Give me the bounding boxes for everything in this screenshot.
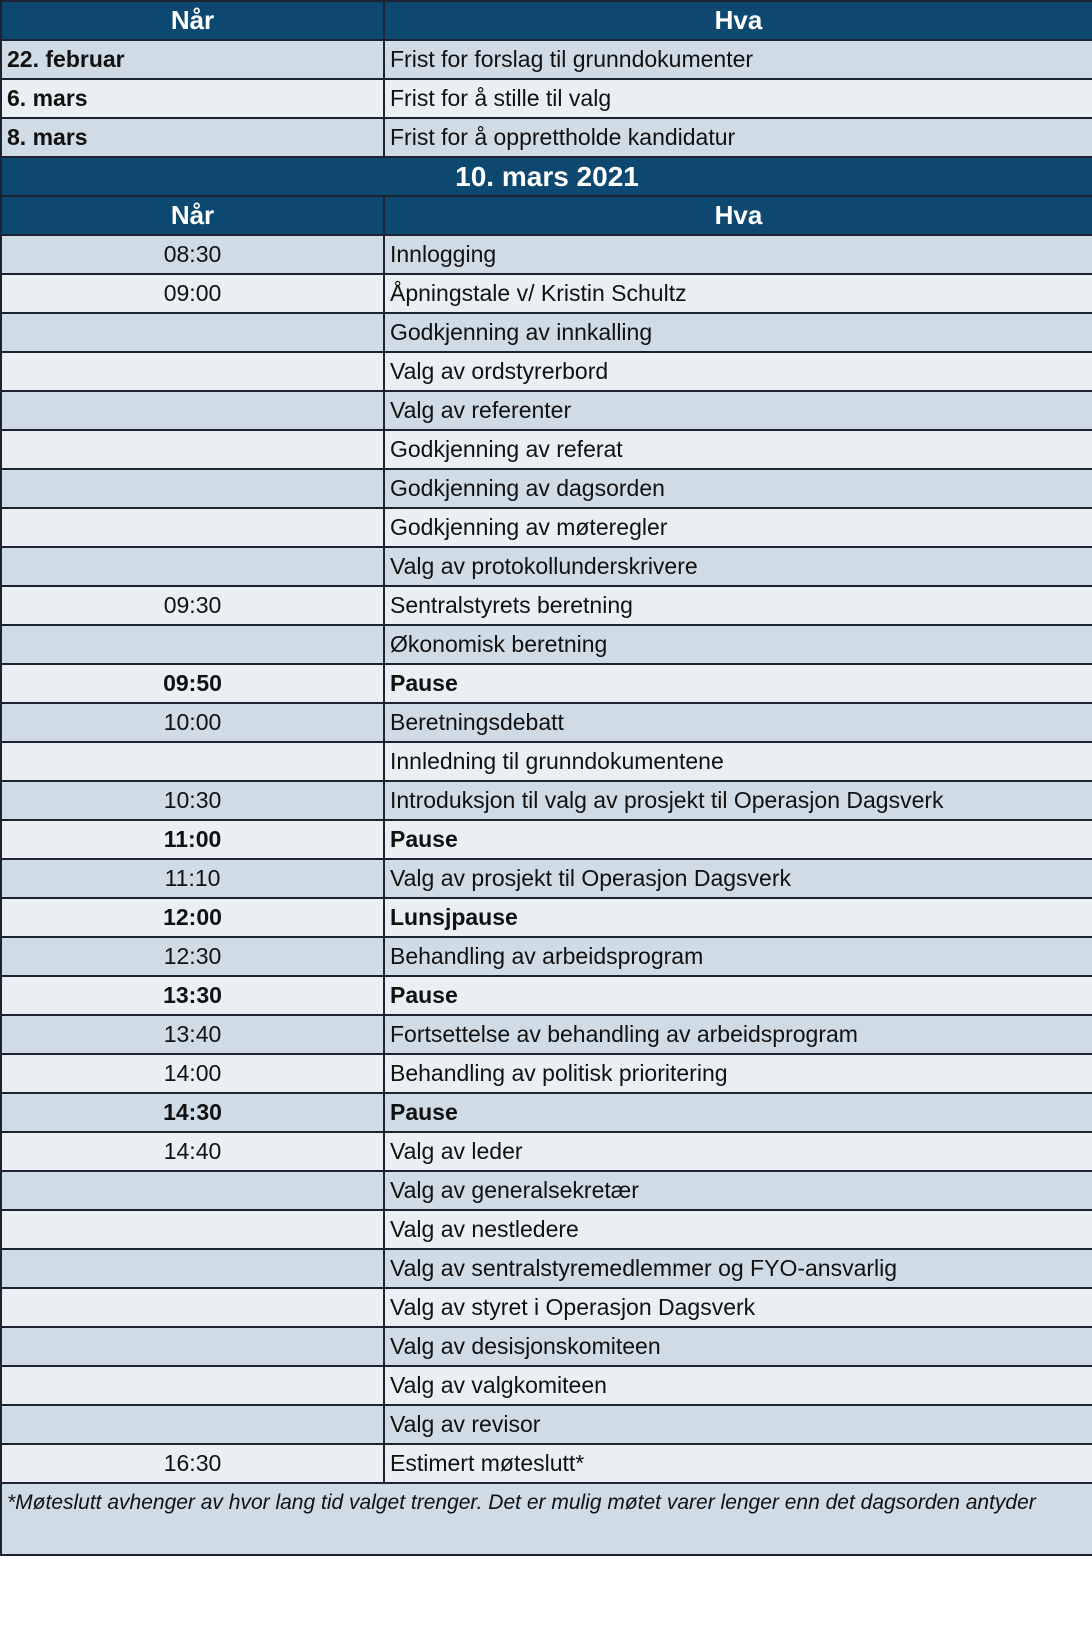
schedule-item: Godkjenning av dagsorden: [384, 469, 1092, 508]
column-header-when: Når: [1, 196, 384, 235]
deadline-row: [1, 79, 1092, 118]
schedule-time: [1, 625, 384, 664]
schedule-time: 14:00: [1, 1054, 384, 1093]
schedule-row: [1, 937, 1092, 976]
schedule-item: Valg av prosjekt til Operasjon Dagsverk: [384, 859, 1092, 898]
schedule-time: [1, 1249, 384, 1288]
schedule-time: 09:50: [1, 664, 384, 703]
schedule-row: [1, 274, 1092, 313]
schedule-row: [1, 1054, 1092, 1093]
schedule-row: [1, 547, 1092, 586]
schedule-row: [1, 859, 1092, 898]
deadline-text: Frist for å stille til valg: [384, 79, 1092, 118]
schedule-time: [1, 1405, 384, 1444]
schedule-row: [1, 391, 1092, 430]
schedule-header-row: [1, 196, 1092, 235]
schedule-item: Introduksjon til valg av prosjekt til Operasjon Dagsverk: [384, 781, 1092, 820]
schedule-item: Estimert møteslutt*: [384, 1444, 1092, 1483]
deadline-row: [1, 40, 1092, 79]
schedule-time: [1, 313, 384, 352]
schedule-time: 09:30: [1, 586, 384, 625]
schedule-item: Godkjenning av møteregler: [384, 508, 1092, 547]
schedule-row: [1, 1171, 1092, 1210]
schedule-row: [1, 1249, 1092, 1288]
schedule-time: 14:30: [1, 1093, 384, 1132]
schedule-time: [1, 1327, 384, 1366]
schedule-time: 12:30: [1, 937, 384, 976]
deadline-date: 8. mars: [1, 118, 384, 157]
schedule-item: Åpningstale v/ Kristin Schultz: [384, 274, 1092, 313]
schedule-row: [1, 352, 1092, 391]
schedule-row: [1, 1366, 1092, 1405]
schedule-row: [1, 508, 1092, 547]
schedule-item: Valg av revisor: [384, 1405, 1092, 1444]
schedule-time: [1, 469, 384, 508]
schedule-time: [1, 430, 384, 469]
schedule-time: 16:30: [1, 1444, 384, 1483]
schedule-item: Fortsettelse av behandling av arbeidsprogram: [384, 1015, 1092, 1054]
schedule-date-title: 10. mars 2021: [1, 157, 1092, 196]
schedule-item: Valg av generalsekretær: [384, 1171, 1092, 1210]
schedule-item: Valg av sentralstyremedlemmer og FYO-ansvarlig: [384, 1249, 1092, 1288]
schedule-row: [1, 1132, 1092, 1171]
schedule-row: [1, 625, 1092, 664]
schedule-item: Innlogging: [384, 235, 1092, 274]
schedule-item: Valg av nestledere: [384, 1210, 1092, 1249]
schedule-row: [1, 313, 1092, 352]
schedule-date-row: [1, 157, 1092, 196]
schedule-row: [1, 976, 1092, 1015]
schedule-row: [1, 1015, 1092, 1054]
schedule-time: 10:30: [1, 781, 384, 820]
schedule-item: Valg av valgkomiteen: [384, 1366, 1092, 1405]
column-header-what: Hva: [384, 196, 1092, 235]
schedule-item: Pause: [384, 820, 1092, 859]
schedule-row: [1, 742, 1092, 781]
schedule-time: 12:00: [1, 898, 384, 937]
column-header-when: Når: [1, 1, 384, 40]
schedule-item: Beretningsdebatt: [384, 703, 1092, 742]
deadline-text: Frist for å opprettholde kandidatur: [384, 118, 1092, 157]
schedule-row: [1, 586, 1092, 625]
schedule-item: Behandling av politisk prioritering: [384, 1054, 1092, 1093]
schedule-item: Valg av leder: [384, 1132, 1092, 1171]
schedule-time: [1, 1288, 384, 1327]
schedule-time: 13:40: [1, 1015, 384, 1054]
schedule-time: 11:00: [1, 820, 384, 859]
schedule-time: 08:30: [1, 235, 384, 274]
deadline-date: 22. februar: [1, 40, 384, 79]
schedule-row: [1, 1093, 1092, 1132]
column-header-what: Hva: [384, 1, 1092, 40]
schedule-item: Valg av ordstyrerbord: [384, 352, 1092, 391]
schedule-row: [1, 1210, 1092, 1249]
schedule-row: [1, 1405, 1092, 1444]
schedule-time: [1, 391, 384, 430]
schedule-item: Godkjenning av innkalling: [384, 313, 1092, 352]
footnote-row: [1, 1483, 1092, 1555]
schedule-row: [1, 1444, 1092, 1483]
schedule-item: Lunsjpause: [384, 898, 1092, 937]
schedule-time: [1, 1210, 384, 1249]
schedule-row: [1, 1327, 1092, 1366]
schedule-row: [1, 703, 1092, 742]
schedule-row: [1, 781, 1092, 820]
schedule-row: [1, 820, 1092, 859]
schedule-row: [1, 1288, 1092, 1327]
schedule-item: Valg av styret i Operasjon Dagsverk: [384, 1288, 1092, 1327]
schedule-item: Valg av desisjonskomiteen: [384, 1327, 1092, 1366]
deadline-row: [1, 118, 1092, 157]
schedule-item: Valg av referenter: [384, 391, 1092, 430]
schedule-row: [1, 235, 1092, 274]
schedule-row: [1, 664, 1092, 703]
schedule-item: Pause: [384, 976, 1092, 1015]
schedule-time: [1, 742, 384, 781]
schedule-item: Sentralstyrets beretning: [384, 586, 1092, 625]
schedule-time: [1, 508, 384, 547]
schedule-time: [1, 1171, 384, 1210]
deadline-date: 6. mars: [1, 79, 384, 118]
schedule-row: [1, 430, 1092, 469]
deadline-text: Frist for forslag til grunndokumenter: [384, 40, 1092, 79]
agenda-body: [1, 1, 1092, 1555]
schedule-time: 13:30: [1, 976, 384, 1015]
schedule-item: Valg av protokollunderskrivere: [384, 547, 1092, 586]
footnote: *Møteslutt avhenger av hvor lang tid valget trenger. Det er mulig møtet varer lenger enn det dagsorden antyder: [1, 1483, 1092, 1555]
schedule-item: Godkjenning av referat: [384, 430, 1092, 469]
schedule-item: Behandling av arbeidsprogram: [384, 937, 1092, 976]
schedule-item: Økonomisk beretning: [384, 625, 1092, 664]
schedule-time: [1, 1366, 384, 1405]
schedule-time: [1, 352, 384, 391]
schedule-time: 14:40: [1, 1132, 384, 1171]
schedule-item: Pause: [384, 664, 1092, 703]
schedule-row: [1, 898, 1092, 937]
schedule-time: 09:00: [1, 274, 384, 313]
schedule-time: [1, 547, 384, 586]
schedule-time: 11:10: [1, 859, 384, 898]
schedule-item: Pause: [384, 1093, 1092, 1132]
schedule-time: 10:00: [1, 703, 384, 742]
schedule-row: [1, 469, 1092, 508]
deadlines-header-row: [1, 1, 1092, 40]
schedule-item: Innledning til grunndokumentene: [384, 742, 1092, 781]
